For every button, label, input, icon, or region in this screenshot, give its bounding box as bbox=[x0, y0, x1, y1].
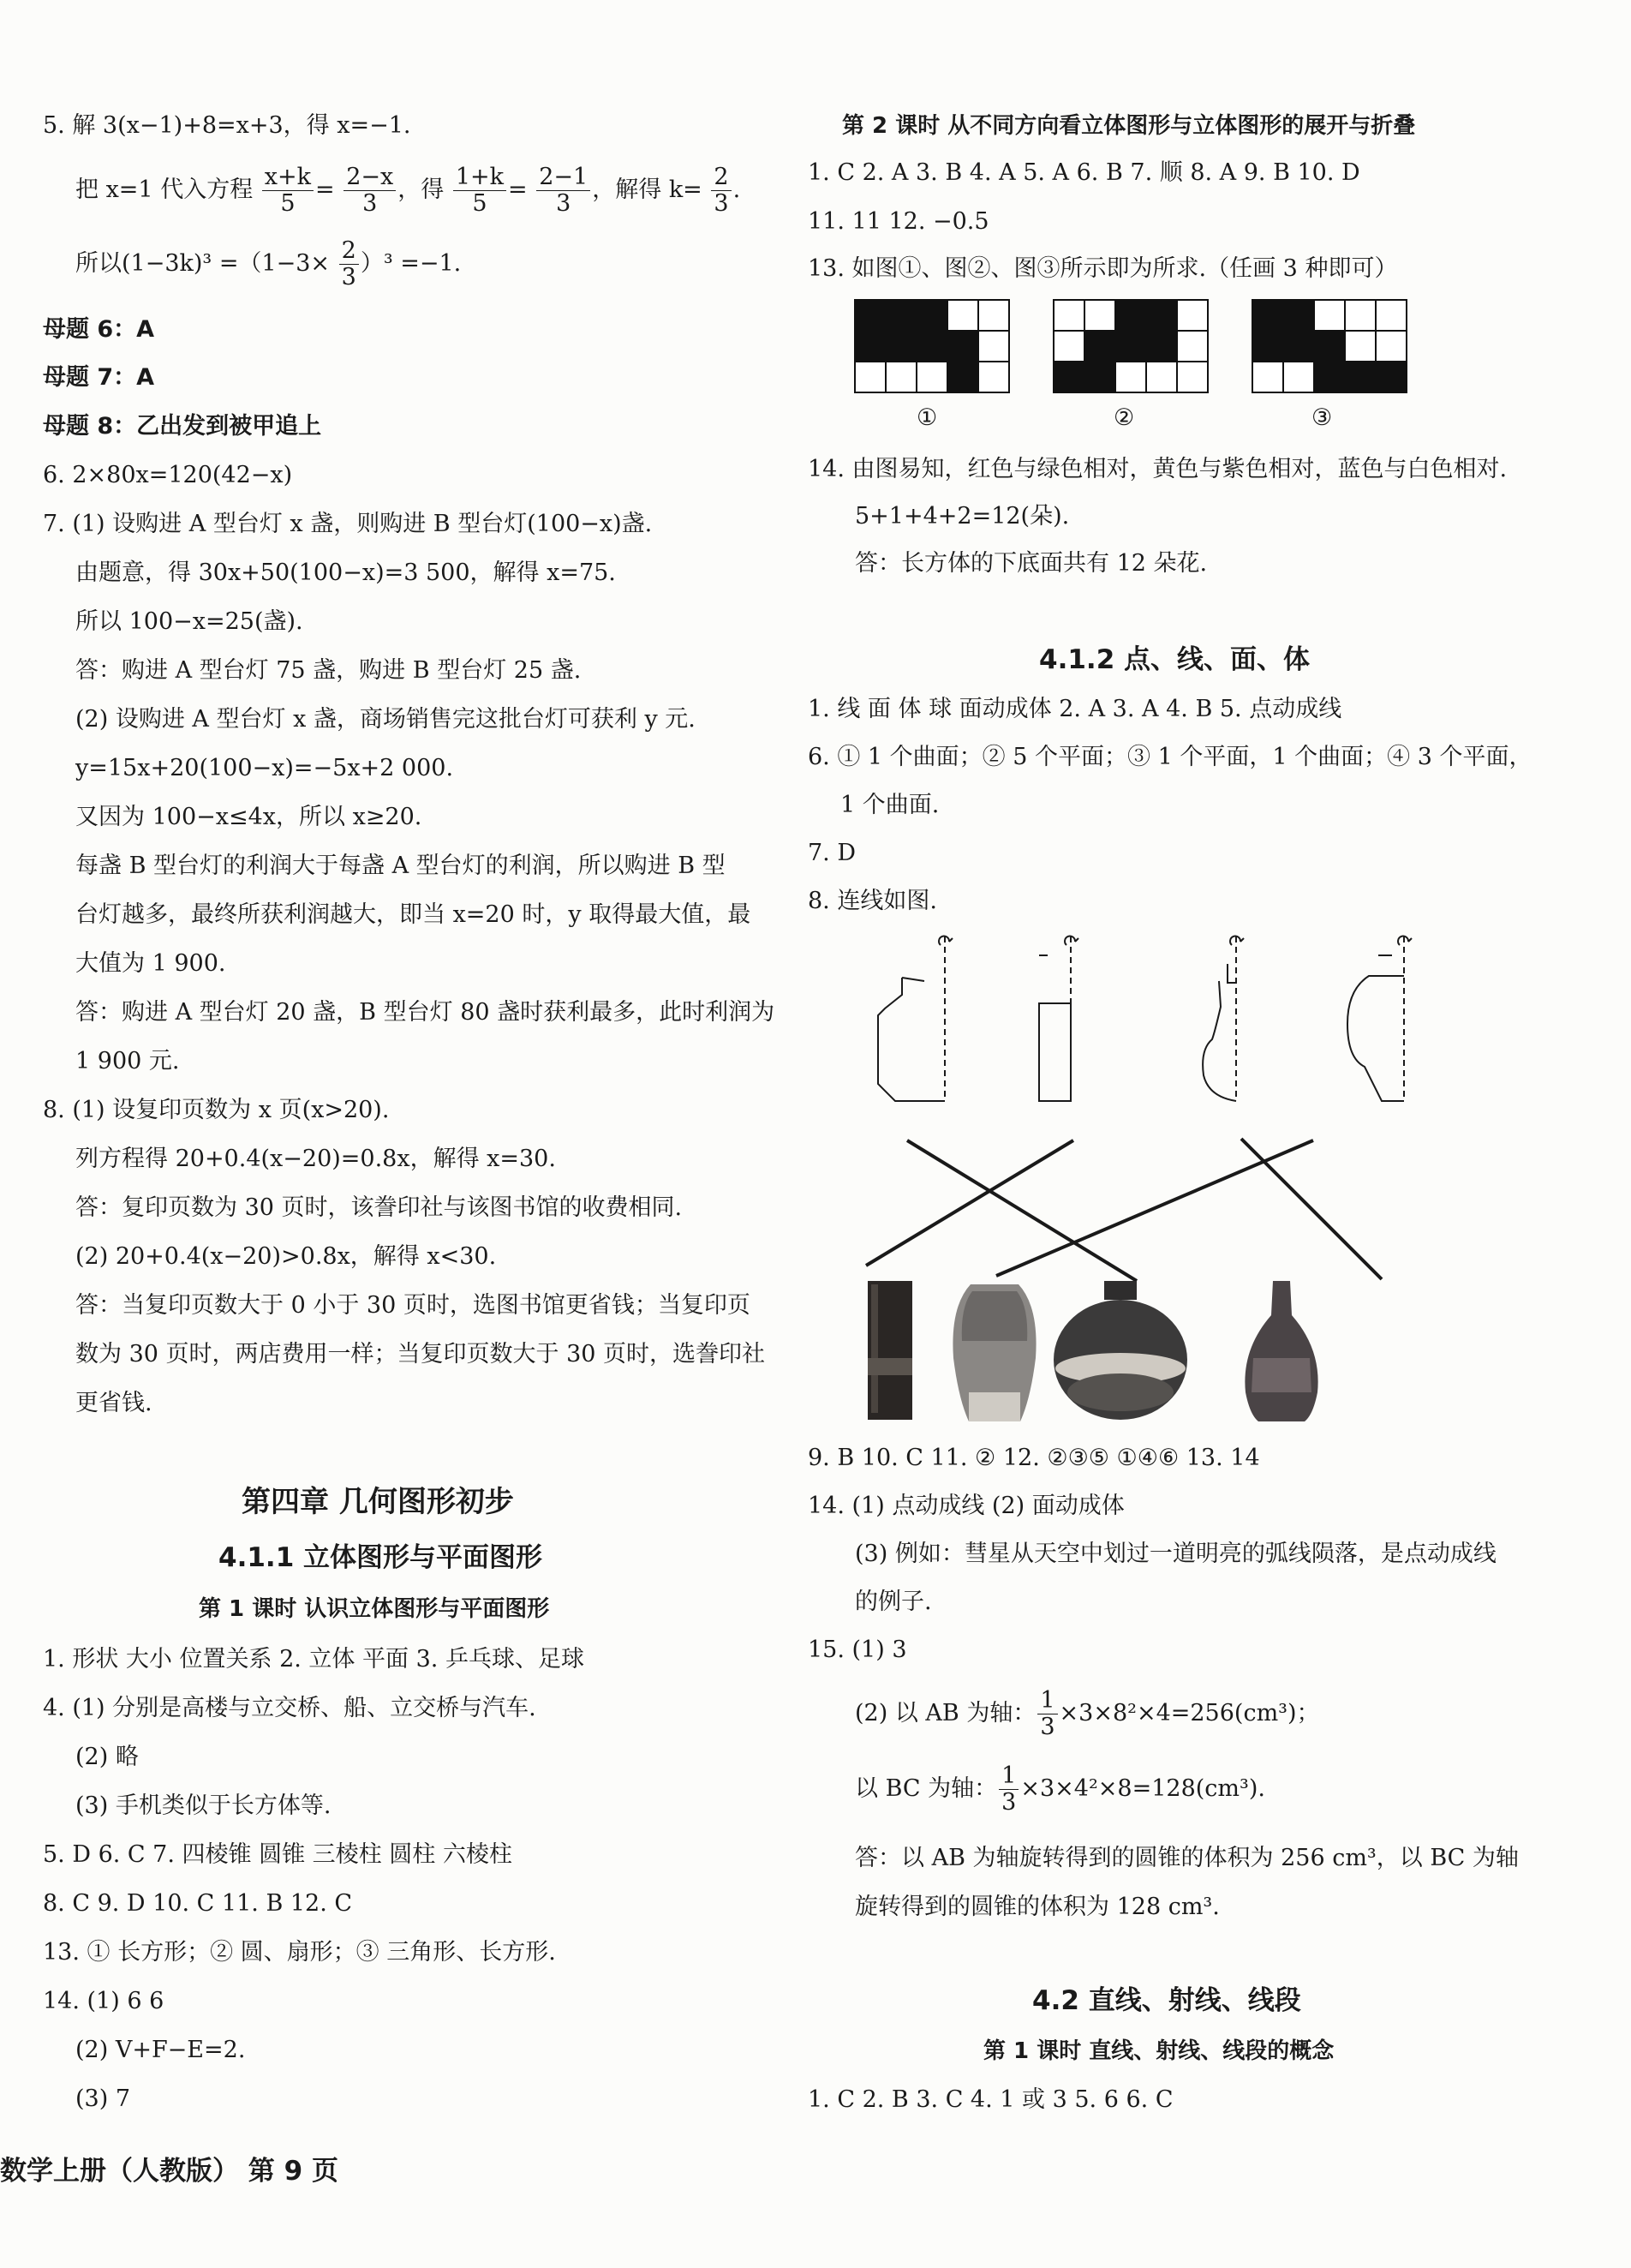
q8-line: 更省钱. bbox=[75, 1390, 152, 1416]
r-answer-line: 1. C 2. B 3. C 4. 1 或 3 5. 6 6. C bbox=[808, 2086, 1174, 2113]
section-title: 4.1.1 立体图形与平面图形 bbox=[218, 1542, 543, 1573]
fraction: $\frac{1}{3}$ bbox=[999, 1763, 1019, 1816]
r-answer-line: 6. ① 1 个曲面；② 5 个平面；③ 1 个平面，1 个曲面；④ 3 个平面， bbox=[808, 744, 1532, 770]
q7-line: 7. (1) 设购进 A 型台灯 x 盏，则购进 B 型台灯(100−x)盏. bbox=[43, 511, 653, 537]
answer-line: 8. C 9. D 10. C 11. B 12. C bbox=[43, 1890, 353, 1917]
answer-line: 5. D 6. C 7. 四棱锥 圆锥 三棱柱 圆柱 六棱柱 bbox=[43, 1841, 512, 1868]
fraction: $\frac{1+k}{5}$ bbox=[453, 165, 506, 217]
grid-label: ③ bbox=[1311, 404, 1333, 431]
r-answer-line: 旋转得到的圆锥的体积为 128 cm³. bbox=[855, 1894, 1220, 1920]
r-answer-line: 5+1+4+2=12(朵). bbox=[855, 503, 1070, 530]
grid-cell bbox=[1283, 331, 1314, 362]
lesson-title: 第 1 课时 认识立体图形与平面图形 bbox=[199, 1596, 550, 1622]
r-answer-line: 11. 11 12. −0.5 bbox=[808, 208, 989, 235]
fraction: $\frac{x+k}{5}$ bbox=[262, 165, 314, 217]
q15-part3: 以 BC 为轴： $\frac{1}{3}$ ×3×4²×8=128(cm³). bbox=[855, 1762, 1265, 1816]
fraction: $\frac{1}{3}$ bbox=[1037, 1688, 1057, 1740]
grid-cell bbox=[1054, 331, 1084, 362]
r-answer-line: 答：长方体的下底面共有 12 朵花. bbox=[855, 550, 1208, 577]
rotation-shape-3 bbox=[1203, 937, 1244, 1101]
page-footer: 数学上册（人教版） 第 9 页 bbox=[0, 2156, 338, 2187]
r-answer-line: 答：以 AB 为轴旋转得到的圆锥的体积为 256 cm³，以 BC 为轴 bbox=[855, 1845, 1519, 1871]
view-grids bbox=[855, 300, 1403, 394]
r-answer-line: 8. 连线如图. bbox=[808, 888, 937, 914]
r-answer-line: 13. 如图①、图②、图③所示即为所求.（任画 3 种即可） bbox=[808, 255, 1398, 282]
q7-line: 又因为 100−x≤4x，所以 x≥20. bbox=[75, 804, 422, 830]
grid-cell bbox=[886, 331, 917, 362]
grid-cell bbox=[1115, 300, 1146, 331]
q8-line: 列方程得 20+0.4(x−20)=0.8x，解得 x=30. bbox=[75, 1146, 556, 1172]
mother-question-6: 母题 6：A bbox=[43, 316, 155, 343]
grid-cell bbox=[1177, 300, 1208, 331]
r-answer-line: 7. D bbox=[808, 840, 856, 866]
grid-cell bbox=[1283, 362, 1314, 392]
grid-cell bbox=[917, 362, 947, 392]
grid-cell bbox=[1376, 331, 1407, 362]
grid-cell bbox=[947, 331, 978, 362]
q6: 6. 2×80x=120(42−x) bbox=[43, 462, 293, 488]
object-patterned-vase bbox=[953, 1284, 1036, 1421]
q5-line2: 把 x=1 代入方程 $\frac{x+k}{5}$ = $\frac{2-x}{3}$ ，得 $\frac{1+k}{5}$ = $\frac{2-1}{3}$ ，解得 k= $\frac{2}{3}$ . bbox=[75, 164, 741, 217]
grid-cell bbox=[1252, 331, 1283, 362]
grid-cell bbox=[855, 362, 886, 392]
grid-cell bbox=[1177, 331, 1208, 362]
q8-line: 答：复印页数为 30 页时，该誊印社与该图书馆的收费相同. bbox=[75, 1194, 683, 1221]
grid-cell bbox=[1054, 362, 1084, 392]
q7-line: 答：购进 A 型台灯 20 盏，B 型台灯 80 盏时获利最多，此时利润为 bbox=[75, 999, 775, 1026]
grid-cell bbox=[1115, 362, 1146, 392]
section3-title: 4.2 直线、射线、线段 bbox=[1032, 1985, 1301, 2016]
mother-question-7: 母题 7：A bbox=[43, 364, 155, 391]
grid-cell bbox=[1084, 300, 1115, 331]
lesson3-title: 第 1 课时 直线、射线、线段的概念 bbox=[983, 2038, 1335, 2064]
fraction: $\frac{2}{3}$ bbox=[711, 165, 731, 217]
q7-line: 答：购进 A 型台灯 75 盏，购进 B 型台灯 25 盏. bbox=[75, 657, 582, 684]
q8-line: 8. (1) 设复印页数为 x 页(x>20). bbox=[43, 1097, 390, 1123]
q7-line: 所以 100−x=25(盏). bbox=[75, 608, 303, 635]
q8-line: (2) 20+0.4(x−20)>0.8x，解得 x<30. bbox=[75, 1243, 497, 1270]
q15-part2: (2) 以 AB 为轴： $\frac{1}{3}$ ×3×8²×4=256(cm³)； bbox=[855, 1687, 1320, 1740]
grid-cell bbox=[1115, 331, 1146, 362]
grid-cell bbox=[1314, 362, 1345, 392]
grid-label: ② bbox=[1114, 404, 1135, 431]
answer-line: (3) 7 bbox=[75, 2085, 131, 2112]
grid-cell bbox=[978, 331, 1009, 362]
grid-cell bbox=[917, 300, 947, 331]
grid-cell bbox=[917, 331, 947, 362]
answer-line: (2) 略 bbox=[75, 1744, 139, 1770]
answer-line: 1. 形状 大小 位置关系 2. 立体 平面 3. 乒乓球、足球 bbox=[43, 1646, 584, 1673]
r-answer-line: 14. (1) 点动成线 (2) 面动成体 bbox=[808, 1493, 1125, 1519]
section2-title: 4.1.2 点、线、面、体 bbox=[1039, 644, 1311, 675]
grid-cell bbox=[1345, 331, 1376, 362]
r-answer-line: (3) 例如：彗星从天空中划过一道明亮的弧线陨落，是点动成线 bbox=[855, 1541, 1497, 1567]
q7-line: (2) 设购进 A 型台灯 x 盏，商场销售完这批台灯可获利 y 元. bbox=[75, 706, 696, 733]
grid-cell bbox=[978, 300, 1009, 331]
grid-cell bbox=[886, 300, 917, 331]
fraction: $\frac{2-x}{3}$ bbox=[344, 165, 396, 217]
rotation-shape-1 bbox=[878, 937, 953, 1101]
grid-cell bbox=[855, 300, 886, 331]
q5-line1: 5. 解 3(x−1)+8=x+3，得 x=−1. bbox=[43, 112, 411, 139]
q7-line: 由题意，得 30x+50(100−x)=3 500，解得 x=75. bbox=[75, 560, 616, 586]
rotation-shape-4 bbox=[1347, 937, 1412, 1101]
answer-line: 13. ① 长方形；② 圆、扇形；③ 三角形、长方形. bbox=[43, 1939, 556, 1966]
answer-line: 4. (1) 分别是高楼与立交桥、船、立交桥与汽车. bbox=[43, 1695, 536, 1721]
q7-line: 台灯越多，最终所获利润越大，即当 x=20 时，y 取得最大值，最 bbox=[75, 901, 751, 928]
grid-cell bbox=[1252, 362, 1283, 392]
grid-cell bbox=[1146, 331, 1177, 362]
grid-cell bbox=[1345, 300, 1376, 331]
rotation-shape-2 bbox=[1039, 937, 1078, 1101]
r-answer-line: 15. (1) 3 bbox=[808, 1637, 907, 1663]
grid-cell bbox=[947, 362, 978, 392]
grid-cell bbox=[1283, 300, 1314, 331]
grid-cell bbox=[1084, 362, 1115, 392]
mother-question-8: 母题 8：乙出发到被甲追上 bbox=[43, 413, 322, 440]
grid-cell bbox=[1376, 300, 1407, 331]
chapter-title: 第四章 几何图形初步 bbox=[242, 1485, 514, 1519]
object-round-vase bbox=[1054, 1281, 1187, 1420]
r-answer-line: 9. B 10. C 11. ② 12. ②③⑤ ①④⑥ 13. 14 bbox=[808, 1445, 1260, 1471]
grid-cell bbox=[1314, 331, 1345, 362]
grid-cell bbox=[886, 362, 917, 392]
grid-label: ① bbox=[917, 404, 938, 431]
grid-cell bbox=[978, 362, 1009, 392]
q8-line: 数为 30 页时，两店费用一样；当复印页数大于 30 页时，选誊印社 bbox=[75, 1341, 766, 1367]
grid-cell bbox=[1345, 362, 1376, 392]
q7-line: 大值为 1 900. bbox=[75, 950, 226, 977]
answer-line: (3) 手机类似于长方体等. bbox=[75, 1792, 332, 1819]
grid-cell bbox=[1146, 300, 1177, 331]
answer-line: 14. (1) 6 6 bbox=[43, 1988, 164, 2014]
fraction: $\frac{2}{3}$ bbox=[339, 238, 359, 290]
answer-line: (2) V+F−E=2. bbox=[75, 2037, 246, 2063]
grid-cell bbox=[1252, 300, 1283, 331]
lesson2-title: 第 2 课时 从不同方向看立体图形与立体图形的展开与折叠 bbox=[842, 113, 1416, 139]
grid-cell bbox=[1146, 362, 1177, 392]
fraction: $\frac{2-1}{3}$ bbox=[536, 165, 590, 217]
q7-line: y=15x+20(100−x)=−5x+2 000. bbox=[75, 755, 454, 781]
r-answer-line: 1. 线 面 体 球 面动成体 2. A 3. A 4. B 5. 点动成线 bbox=[808, 696, 1342, 722]
r-answer-line: 14. 由图易知，红色与绿色相对，黄色与紫色相对，蓝色与白色相对. bbox=[808, 456, 1508, 482]
grid-cell bbox=[855, 331, 886, 362]
grid-cell bbox=[1177, 362, 1208, 392]
grid-cell bbox=[1084, 331, 1115, 362]
r-answer-line: 1. C 2. A 3. B 4. A 5. A 6. B 7. 顺 8. A 9. B 10. D bbox=[808, 159, 1360, 186]
grid-cell bbox=[1054, 300, 1084, 331]
matching-lines bbox=[866, 1139, 1382, 1281]
r-answer-line: 1 个曲面. bbox=[840, 792, 940, 818]
q8-line: 答：当复印页数大于 0 小于 30 页时，选图书馆更省钱；当复印页 bbox=[75, 1292, 750, 1319]
grid-cell bbox=[1314, 300, 1345, 331]
q7-line: 1 900 元. bbox=[75, 1048, 180, 1074]
object-cylinder-pot bbox=[868, 1281, 912, 1420]
object-tall-vase bbox=[1245, 1281, 1317, 1421]
q5-line3: 所以(1−3k)³ =（1−3× $\frac{2}{3}$ ）³ =−1. bbox=[75, 237, 462, 290]
grid-cell bbox=[947, 300, 978, 331]
r-answer-line: 的例子. bbox=[855, 1589, 932, 1615]
q7-line: 每盏 B 型台灯的利润大于每盏 A 型台灯的利润，所以购进 B 型 bbox=[75, 853, 726, 879]
matching-diagram bbox=[868, 930, 1467, 1427]
grid-cell bbox=[1376, 362, 1407, 392]
